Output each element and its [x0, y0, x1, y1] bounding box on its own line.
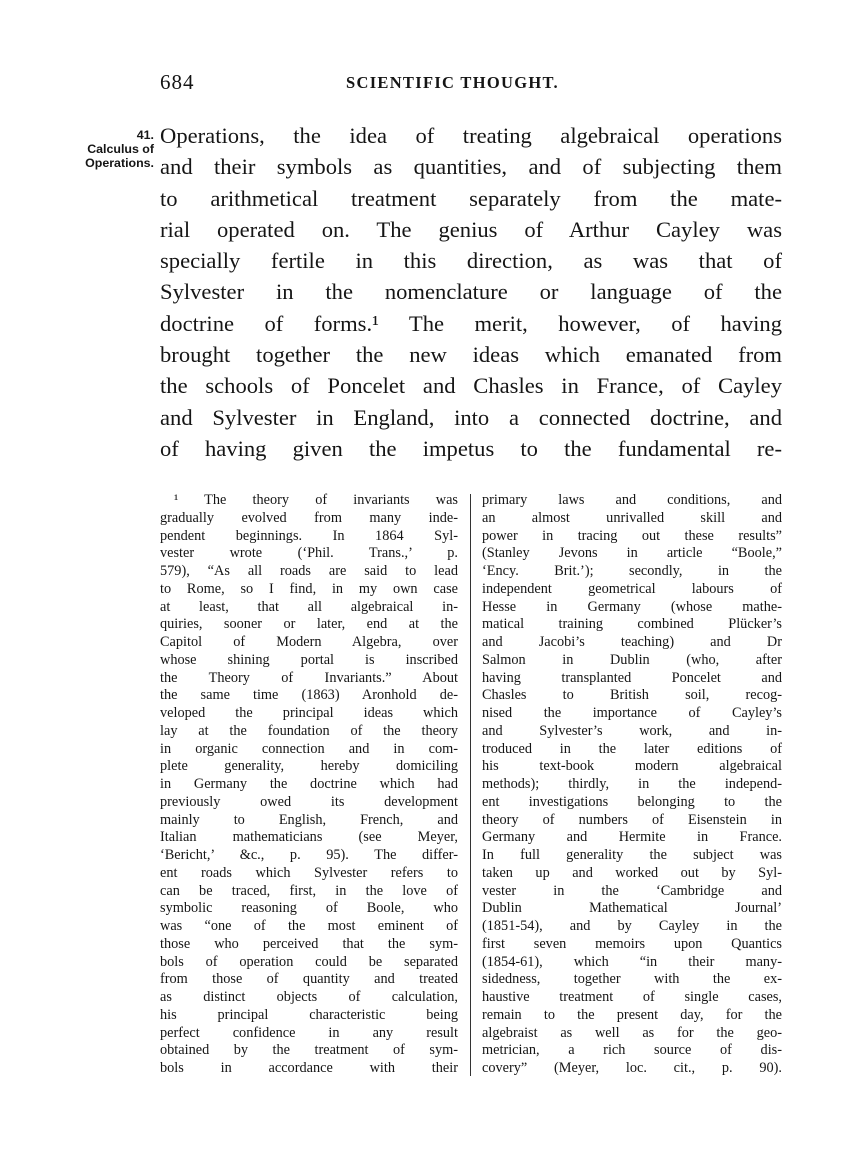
footnote-line: ¹ The theory of invariants was — [174, 492, 458, 508]
footnote-line: ent investigations belonging to the — [482, 793, 782, 810]
margin-note-line: Operations. — [85, 156, 154, 170]
footnote-line: can be traced, first, in the love of — [160, 882, 458, 899]
footnote-line: taken up and worked out by Syl- — [482, 864, 782, 881]
footnote-line: vester in the ‘Cambridge and — [482, 882, 782, 899]
footnote-line: gradually evolved from many inde- — [160, 509, 458, 526]
body-text — [160, 120, 782, 464]
footnote-line: pendent beginnings. In 1864 Syl- — [160, 527, 458, 544]
body-line: to arithmetical treatment separately from the mate- — [160, 185, 782, 211]
footnote-line: at least, that all algebraical in- — [160, 598, 458, 615]
running-title: SCIENTIFIC THOUGHT. — [346, 73, 559, 92]
footnote-line: having transplanted Poncelet and — [482, 669, 782, 686]
footnote-line: in Germany the doctrine which had — [160, 776, 458, 792]
footnote-line: ent roads which Sylvester refers to — [160, 864, 458, 881]
footnote-line: Chasles to British soil, recog- — [482, 687, 782, 704]
footnote-line: bols of operation could be separated — [160, 953, 458, 970]
footnote-line: previously owed its development — [160, 793, 458, 810]
footnote-line: mainly to English, French, and — [160, 811, 458, 828]
footnote-line: matical training combined Plücker’s — [482, 616, 782, 633]
body-line: rial operated on. The genius of Arthur Cayley was — [160, 216, 782, 242]
footnote-line: metrician, a rich source of dis- — [482, 1042, 782, 1059]
footnote-line: independent geometrical labours of — [482, 580, 782, 597]
margin-note-line: Calculus of — [87, 142, 154, 156]
footnote-line: power in tracing out these results” — [482, 527, 782, 544]
footnote-line: (1851-54), and by Cayley in the — [482, 918, 782, 934]
column-divider — [470, 494, 471, 1076]
footnote-line: Hesse in Germany (whose mathe- — [482, 598, 782, 615]
footnote-line: those who perceived that the sym- — [160, 935, 458, 952]
footnote-line: as distinct objects of calculation, — [160, 989, 458, 1005]
footnote-line: theory of numbers of Eisenstein in — [482, 811, 782, 828]
body-line: of having given the impetus to the fundamental re- — [160, 435, 782, 461]
body-line: Sylvester in the nomenclature or language of the — [160, 279, 782, 305]
footnote-line: Germany and Hermite in France. — [482, 829, 782, 846]
footnote-line: sidedness, together with the ex- — [482, 971, 782, 988]
footnote-line: Dublin Mathematical Journal’ — [482, 900, 782, 917]
page-number: 684 — [160, 70, 195, 94]
footnote-line: bols in accordance with their — [160, 1060, 458, 1076]
footnote-line: quiries, sooner or later, end at the — [160, 616, 458, 633]
body-line: and Sylvester in England, into a connected doctrine, and — [160, 404, 782, 430]
footnote-line: an almost unrivalled skill and — [482, 509, 782, 526]
footnote-line: to Rome, so I find, in my own case — [160, 580, 458, 597]
footnote-line: obtained by the treatment of sym- — [160, 1042, 458, 1059]
footnote-line: in organic connection and in com- — [160, 740, 458, 757]
footnote-line: remain to the present day, for the — [482, 1006, 782, 1023]
footnote-line: In full generality the subject was — [482, 847, 782, 863]
footnote-line: the Theory of Invariants.” About — [160, 669, 458, 686]
footnote-line: Salmon in Dublin (who, after — [482, 651, 782, 668]
footnote-line: nised the importance of Cayley’s — [482, 705, 782, 721]
footnote-line: covery” (Meyer, loc. cit., p. 90). — [482, 1060, 782, 1076]
footnote-line: and Sylvester’s work, and in- — [482, 722, 782, 739]
footnote-line: ‘Ency. Brit.’); secondly, in the — [482, 563, 782, 579]
body-line: Operations, the idea of treating algebraical operations — [160, 123, 782, 148]
footnote-line: methods); thirdly, in the independ- — [482, 776, 782, 792]
footnote-line: (1854-61), which “in their many- — [482, 953, 782, 970]
footnote-line: perfect confidence in any result — [160, 1024, 458, 1041]
section-number: 41. — [136, 128, 154, 142]
footnote-line: Capitol of Modern Algebra, over — [160, 634, 458, 650]
footnote-line: and Jacobi’s teaching) and Dr — [482, 634, 782, 650]
body-line: the schools of Poncelet and Chasles in France, of Cayley — [160, 373, 782, 399]
footnote-line: from those of quantity and treated — [160, 971, 458, 988]
footnote-line: first seven memoirs upon Quantics — [482, 935, 782, 952]
footnote-left-column — [160, 492, 458, 1078]
body-line: doctrine of forms.¹ The merit, however, of having — [160, 310, 782, 336]
body-line: brought together the new ideas which emanated from — [160, 342, 782, 368]
footnote-line: the same time (1863) Aronhold de- — [160, 687, 458, 704]
footnote-line: Italian mathematicians (see Meyer, — [160, 829, 458, 846]
footnote-line: vester wrote (‘Phil. Trans.,’ p. — [160, 545, 458, 562]
footnote-block — [160, 492, 783, 1082]
footnote-line: troduced in the later editions of — [482, 740, 782, 757]
footnote-line: ‘Bericht,’ &c., p. 95). The differ- — [160, 847, 458, 863]
footnote-line: algebraist as well as for the geo- — [482, 1024, 782, 1041]
footnote-line: haustive treatment of single cases, — [482, 989, 782, 1005]
footnote-line: his principal characteristic being — [160, 1006, 458, 1023]
margin-note — [58, 128, 154, 170]
running-header — [160, 70, 780, 100]
footnote-line: (Stanley Jevons in article “Boole,” — [482, 545, 782, 562]
body-line: specially fertile in this direction, as was that of — [160, 248, 782, 274]
footnote-line: lay at the foundation of the theory — [160, 722, 458, 739]
footnote-line: symbolic reasoning of Boole, who — [160, 900, 458, 917]
body-line: and their symbols as quantities, and of subjecting them — [160, 154, 782, 180]
footnote-line: veloped the principal ideas which — [160, 705, 458, 721]
footnote-line: his text-book modern algebraical — [482, 758, 782, 775]
footnote-line: whose shining portal is inscribed — [160, 651, 458, 668]
footnote-line: 579), “As all roads are said to lead — [160, 563, 458, 579]
footnote-line: plete generality, hereby domiciling — [160, 758, 458, 775]
footnote-line: was “one of the most eminent of — [160, 918, 458, 934]
footnote-right-column — [482, 492, 782, 1078]
footnote-line: primary laws and conditions, and — [482, 492, 782, 508]
